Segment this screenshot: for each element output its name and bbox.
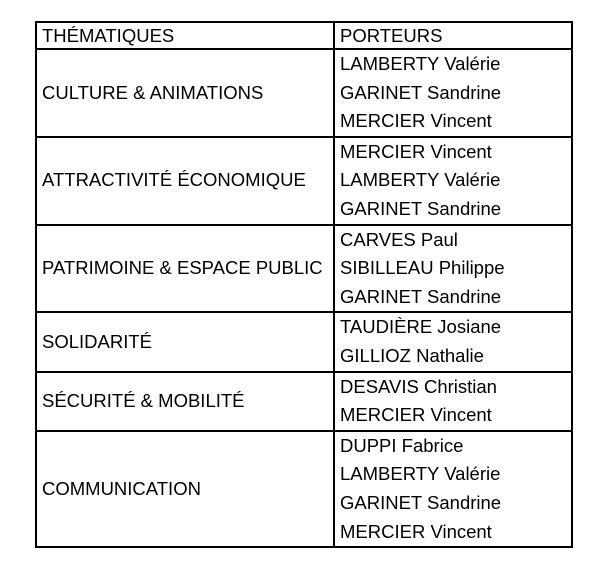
table-row	[36, 49, 572, 137]
table-row	[36, 312, 572, 371]
header-thematiques: THÉMATIQUES	[36, 22, 334, 49]
table-header-row	[36, 22, 572, 49]
porteur-name: CARVES Paul	[340, 228, 458, 250]
theme-cell: ATTRACTIVITÉ ÉCONOMIQUE	[36, 137, 334, 225]
porteur-name: TAUDIÈRE Josiane	[340, 316, 502, 338]
theme-cell: SOLIDARITÉ	[36, 312, 334, 371]
porteur-name: MERCIER Vincent	[340, 520, 492, 542]
porteur-name: GARINET Sandrine	[340, 81, 502, 103]
table-row	[36, 372, 572, 431]
porteurs-cell	[334, 431, 572, 547]
table-row	[36, 137, 572, 225]
theme-cell: SÉCURITÉ & MOBILITÉ	[36, 372, 334, 431]
table-row	[36, 225, 572, 313]
porteur-name: LAMBERTY Valérie	[340, 53, 501, 74]
porteur-name: MERCIER Vincent	[340, 110, 492, 132]
table-body	[36, 22, 572, 547]
porteur-name: LAMBERTY Valérie	[340, 463, 501, 485]
theme-cell: PATRIMOINE & ESPACE PUBLIC	[36, 225, 334, 313]
porteur-name: GILLIOZ Nathalie	[340, 344, 484, 366]
porteur-name: GARINET Sandrine	[340, 491, 502, 513]
porteur-name: MERCIER Vincent	[340, 140, 492, 162]
theme-cell: CULTURE & ANIMATIONS	[36, 49, 334, 137]
porteur-name: GARINET Sandrine	[340, 197, 502, 219]
theme-cell: COMMUNICATION	[36, 431, 334, 547]
porteurs-cell	[334, 49, 572, 137]
header-porteurs: PORTEURS	[334, 22, 572, 49]
porteurs-cell	[334, 225, 572, 313]
porteurs-cell	[334, 372, 572, 431]
porteur-name: GARINET Sandrine	[340, 285, 502, 307]
thematiques-table	[35, 21, 573, 548]
porteur-name: MERCIER Vincent	[340, 404, 492, 426]
porteurs-cell	[334, 312, 572, 371]
table-row	[36, 431, 572, 547]
porteur-name: DESAVIS Christian	[340, 375, 497, 397]
porteur-name: DUPPI Fabrice	[340, 434, 464, 456]
porteur-name: LAMBERTY Valérie	[340, 169, 501, 191]
porteurs-cell	[334, 137, 572, 225]
porteur-name: SIBILLEAU Philippe	[340, 257, 505, 279]
